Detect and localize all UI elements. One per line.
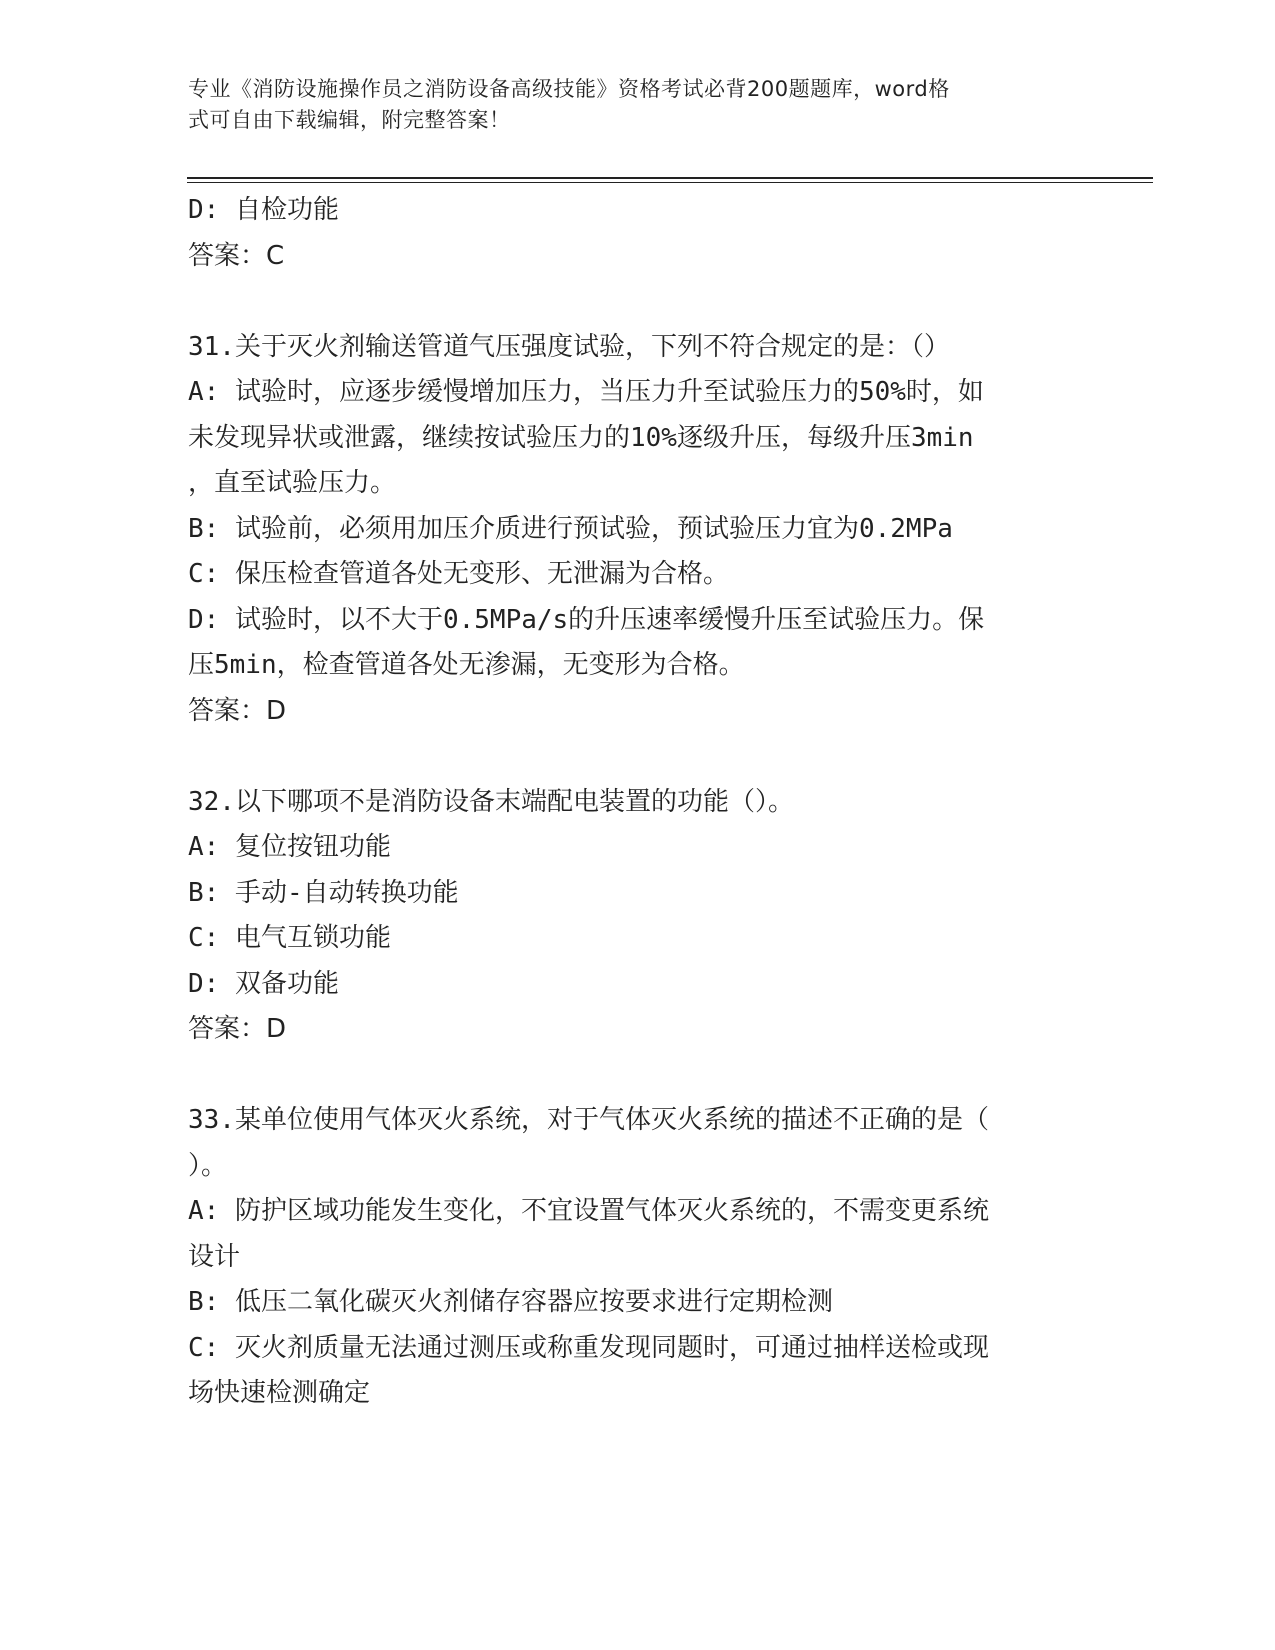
spacer	[188, 279, 1088, 325]
spacer	[188, 734, 1088, 780]
answer: 答案：D	[188, 695, 287, 726]
page-header	[188, 74, 1068, 136]
option-a: A: 复位按钮功能	[188, 832, 391, 862]
question-31	[188, 325, 1088, 735]
header-rule-thick	[187, 177, 1153, 179]
question-text: 31.关于灭火剂输送管道气压强度试验，下列不符合规定的是：（）	[188, 331, 950, 362]
question-text: 33.某单位使用气体灭火系统，对于气体灭火系统的描述不正确的是（	[188, 1105, 989, 1135]
answer: 答案：D	[188, 1014, 287, 1044]
option-a: A: 防护区域功能发生变化，不宜设置气体灭火系统的，不需变更系统	[188, 1196, 989, 1226]
option-c: C: 灭火剂质量无法通过测压或称重发现同题时，可通过抽样送检或现	[188, 1332, 989, 1363]
question-33	[188, 1098, 1088, 1417]
option-a-continued: 未发现异状或泄露，继续按试验压力的10%逐级升压，每级升压3min	[188, 422, 974, 453]
option-a-continued: ，直至试验压力。	[188, 468, 397, 498]
option-c: C: 电气互锁功能	[188, 923, 391, 953]
option-c-continued: 场快速检测确定	[188, 1378, 371, 1408]
question-text-continued: ）。	[188, 1150, 228, 1181]
option-d: D: 双备功能	[188, 968, 339, 999]
header-line-2: 式可自由下载编辑，附完整答案！	[188, 108, 511, 132]
option-b: B: 低压二氧化碳灭火剂储存容器应按要求进行定期检测	[188, 1287, 833, 1317]
answer: 答案：C	[188, 240, 285, 271]
option-a-continued: 设计	[188, 1241, 241, 1272]
spacer	[188, 1053, 1088, 1099]
option-b: B: 手动-自动转换功能	[188, 877, 459, 908]
option-d: D: 自检功能	[188, 195, 339, 225]
option-a: A: 试验时，应逐步缓慢增加压力，当压力升至试验压力的50%时，如	[188, 377, 984, 407]
question-30-tail	[188, 188, 1088, 279]
document-body	[188, 188, 1088, 1417]
option-d-continued: 压5min，检查管道各处无渗漏，无变形为合格。	[188, 650, 745, 680]
header-line-1: 专业《消防设施操作员之消防设备高级技能》资格考试必背200题题库，word格	[188, 77, 950, 101]
header-rule-thin	[187, 182, 1153, 183]
question-text: 32.以下哪项不是消防设备末端配电装置的功能（）。	[188, 786, 794, 817]
question-32	[188, 780, 1088, 1053]
option-b: B: 试验前，必须用加压介质进行预试验，预试验压力宜为0.2MPa	[188, 513, 953, 544]
option-d: D: 试验时，以不大于0.5MPa/s的升压速率缓慢升压至试验压力。保	[188, 604, 985, 635]
option-c: C: 保压检查管道各处无变形、无泄漏为合格。	[188, 559, 729, 589]
